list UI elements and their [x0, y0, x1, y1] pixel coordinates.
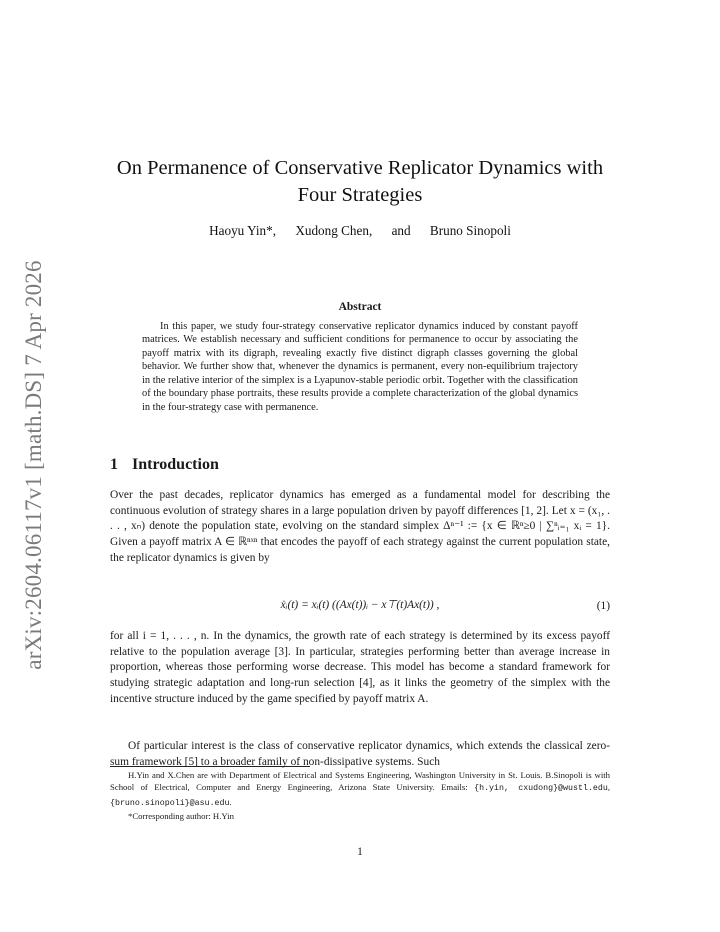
abstract-text: In this paper, we study four-strategy conservative replicator dynamics induced by constant payoff matrices. We establish necessary and sufficient conditions for permanence to occur by associating the payoff matrix with its digraph, revealing exactly five distinct digraph classes governing the global behavior. We further show that, whenever the dynamics is permanent, every non-equilibrium trajectory in the relative interior of the simplex is a Lyapunov-stable periodic orbit. Together with the classification of the boundary phase portraits, these results provide a complete characterization of the global dynamics in the four-strategy case with permanence.	[142, 321, 578, 413]
author-1: Haoyu Yin*,	[209, 223, 277, 238]
body-paragraph-3: Of particular interest is the class of conservative replicator dynamics, which extends the classical zero-sum framework [5] to a broader family of non-dissipative systems. Such	[110, 740, 610, 768]
section-number: 1	[110, 456, 118, 473]
paper-title	[100, 155, 620, 209]
footnote-period: .	[229, 796, 232, 807]
arxiv-identifier-text: arXiv:2604.06117v1 [math.DS] 7 Apr 2026	[21, 260, 46, 670]
email-separator: ,	[607, 782, 611, 793]
page-number: 1	[357, 846, 363, 858]
section-heading	[110, 456, 219, 474]
title-line-2: Four Strategies	[297, 184, 423, 206]
author-conjunction: and	[391, 223, 411, 238]
author-2: Xudong Chen,	[295, 223, 373, 238]
email-asu: {bruno.sinopoli}@asu.edu	[110, 798, 230, 808]
footnote-corresponding-author: *Corresponding author: H.Yin	[128, 811, 234, 822]
title-line-1: On Permanence of Conservative Replicator Dynamics with	[116, 157, 604, 179]
author-3: Bruno Sinopoli	[429, 223, 511, 238]
body-paragraph-2: for all i = 1, . . . , n. In the dynamics, the growth rate of each strategy is determined by its excess payoff relative to the population average [3]. In particular, strategies performing better than average increase in proportion, whereas those performing worse decrease. This model has become a standard framework for studying strategic adaptation and long-run selection [4], as it links the geometry of the simplex with the incentive structure induced by the game specified by payoff matrix A.	[110, 630, 610, 705]
footnotes	[110, 769, 610, 823]
equation-number: (1)	[596, 600, 610, 612]
section-title: Introduction	[132, 456, 219, 473]
equation-body: ẋᵢ(t) = xᵢ(t) ((Ax(t))ᵢ − x⊤(t)Ax(t)) ,	[280, 599, 440, 611]
footnote-affiliations	[110, 769, 610, 810]
footnote-affiliations-text: H.Yin and X.Chen are with Department of Electrical and Systems Engineering, Washington University in St. Louis. B.Sinopoli is with School of Electrical, Computer and Energy Engineering, Arizona State University. Emails:	[110, 770, 610, 793]
author-list	[100, 223, 620, 239]
footnote-divider	[110, 766, 310, 767]
body-paragraph-1: Over the past decades, replicator dynamics has emerged as a fundamental model for describing the continuous evolution of strategy shares in a large population driven by payoff differences [1, 2]. Let x = (x₁, . . . , xₙ) denote the population state, evolving on the standard simplex Δⁿ⁻¹ := {x ∈ ℝⁿ≥0 | ∑ⁿᵢ₌₁ xᵢ = 1}. Given a payoff matrix A ∈ ℝⁿˣⁿ that encodes the payoff of each strategy against the current population state, the replicator dynamics is given by	[110, 489, 610, 564]
equation-1	[110, 597, 610, 619]
email-wustl: {h.yin, cxudong}@wustl.edu	[474, 784, 608, 794]
abstract-heading: Abstract	[338, 301, 382, 313]
